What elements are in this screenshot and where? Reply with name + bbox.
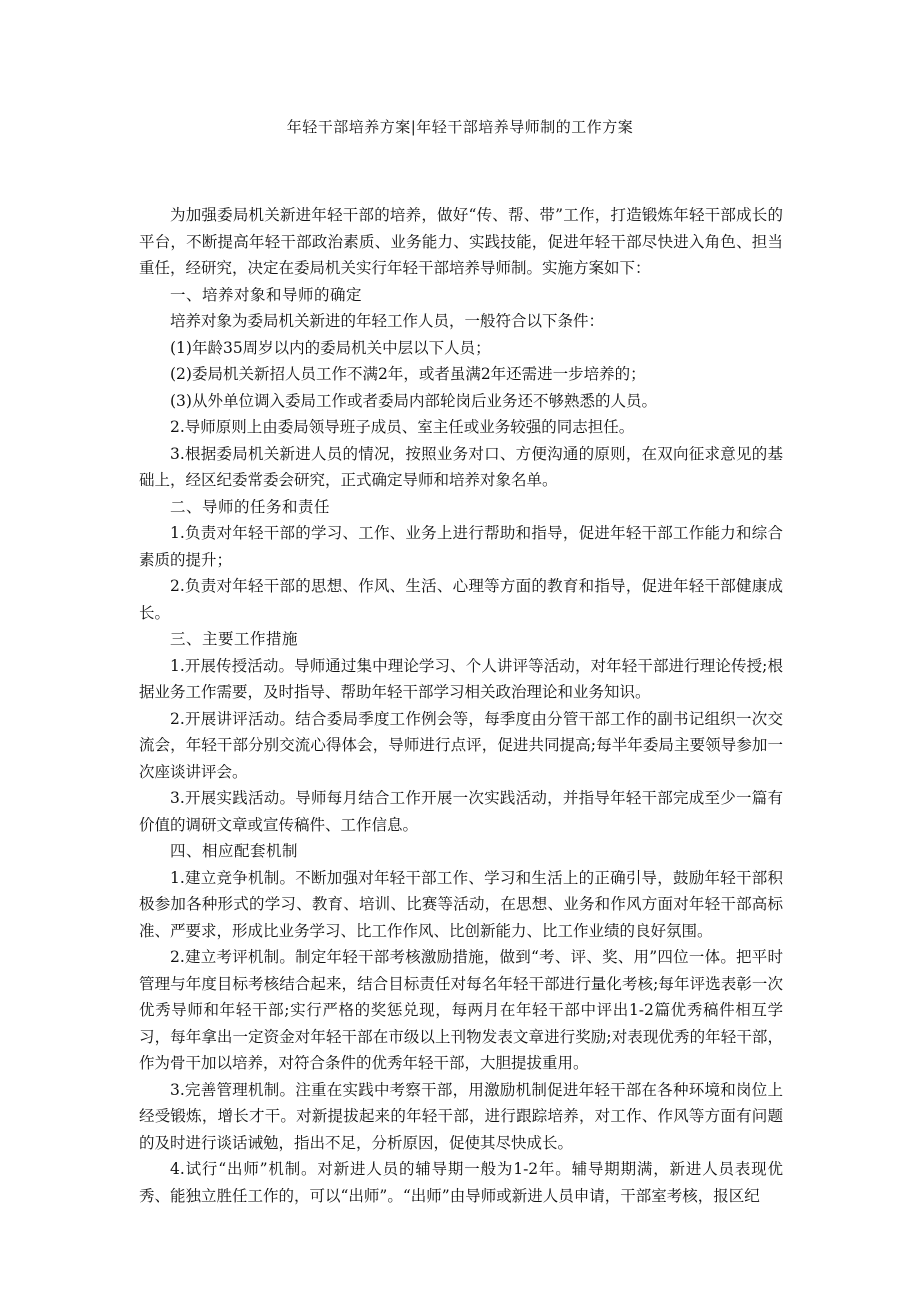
paragraph: (2)委局机关新招人员工作不满2年，或者虽满2年还需进一步培养的； bbox=[170, 365, 646, 383]
paragraph: 4.试行“出师”机制。对新进人员的辅导期一般为1-2年。辅导期期满，新进人员表现优秀、能独立胜任工作的，可以“出师”。“出师”由导师或新进人员申请，干部室考核，报区纪 bbox=[139, 1160, 783, 1205]
paragraph: 2.建立考评机制。制定年轻干部考核激励措施，做到“考、评、奖、用”四位一体。把平时管理与年度目标考核结合起来，结合目标责任对每名年轻干部进行量化考核;每年评选表彰一次优秀导师和年轻干部;实行严格的奖惩兑现，每两月在年轻干部中评出1-2篇优秀稿件相互学习，每年拿出一定资金对年轻干部在市级以上刊物发表文章进行奖励;对表现优秀的年轻干部，作为骨干加以培养，对符合条件的优秀年轻干部，大胆提拔重用。 bbox=[139, 948, 783, 1072]
intro-paragraph: 为加强委局机关新进年轻干部的培养，做好“传、帮、带”工作，打造锻炼年轻干部成长的平台，不断提高年轻干部政治素质、业务能力、实践技能，促进年轻干部尽快进入角色、担当重任，经研究，决定在委局机关实行年轻干部培养导师制。实施方案如下： bbox=[139, 206, 783, 277]
paragraph: 1.建立竞争机制。不断加强对年轻干部工作、学习和生活上的正确引导，鼓励年轻干部积极参加各种形式的学习、教育、培训、比赛等活动，在思想、业务和作风方面对年轻干部高标准、严要求，形成比业务学习、比工作作风、比创新能力、比工作业绩的良好氛围。 bbox=[139, 868, 783, 940]
paragraph: 1.开展传授活动。导师通过集中理论学习、个人讲评等活动，对年轻干部进行理论传授;根据业务工作需要，及时指导、帮助年轻干部学习相关政治理论和业务知识。 bbox=[139, 656, 783, 701]
section-heading-4: 四、相应配套机制 bbox=[170, 842, 299, 860]
paragraph: 3.开展实践活动。导师每月结合工作开展一次实践活动，并指导年轻干部完成至少一篇有价值的调研文章或宣传稿件、工作信息。 bbox=[139, 789, 783, 834]
paragraph: 3.根据委局机关新进人员的情况，按照业务对口、方便沟通的原则，在双向征求意见的基础上，经区纪委常委会研究，正式确定导师和培养对象名单。 bbox=[139, 444, 783, 489]
section-heading-2: 二、导师的任务和责任 bbox=[170, 497, 331, 516]
paragraph: (3)从外单位调入委局工作或者委局内部轮岗后业务还不够熟悉的人员。 bbox=[170, 391, 657, 410]
paragraph: 2.负责对年轻干部的思想、作风、生活、心理等方面的教育和指导，促进年轻干部健康成长。 bbox=[139, 577, 783, 622]
paragraph: 培养对象为委局机关新进的年轻工作人员，一般符合以下条件： bbox=[170, 312, 605, 330]
document-title: 年轻干部培养方案|年轻干部培养导师制的工作方案 bbox=[286, 118, 634, 136]
paragraph: (1)年龄35周岁以内的委局机关中层以下人员； bbox=[170, 338, 491, 357]
paragraph: 1.负责对年轻干部的学习、工作、业务上进行帮助和指导，促进年轻干部工作能力和综合素质的提升； bbox=[139, 524, 783, 569]
section-heading-1: 一、培养对象和导师的确定 bbox=[170, 285, 363, 304]
paragraph: 3.完善管理机制。注重在实践中考察干部，用激励机制促进年轻干部在各种环境和岗位上经受锻炼，增长才干。对新提拔起来的年轻干部，进行跟踪培养，对工作、作风等方面有问题的及时进行谈话诫勉，指出不足，分析原因，促使其尽快成长。 bbox=[139, 1080, 783, 1152]
section-heading-3: 三、主要工作措施 bbox=[170, 630, 299, 648]
document-body bbox=[139, 202, 783, 1209]
paragraph: 2.导师原则上由委局领导班子成员、室主任或业务较强的同志担任。 bbox=[170, 418, 635, 436]
paragraph: 2.开展讲评活动。结合委局季度工作例会等，每季度由分管干部工作的副书记组织一次交流会，年轻干部分别交流心得体会，导师进行点评，促进共同提高;每半年委局主要领导参加一次座谈讲评会。 bbox=[139, 709, 783, 781]
